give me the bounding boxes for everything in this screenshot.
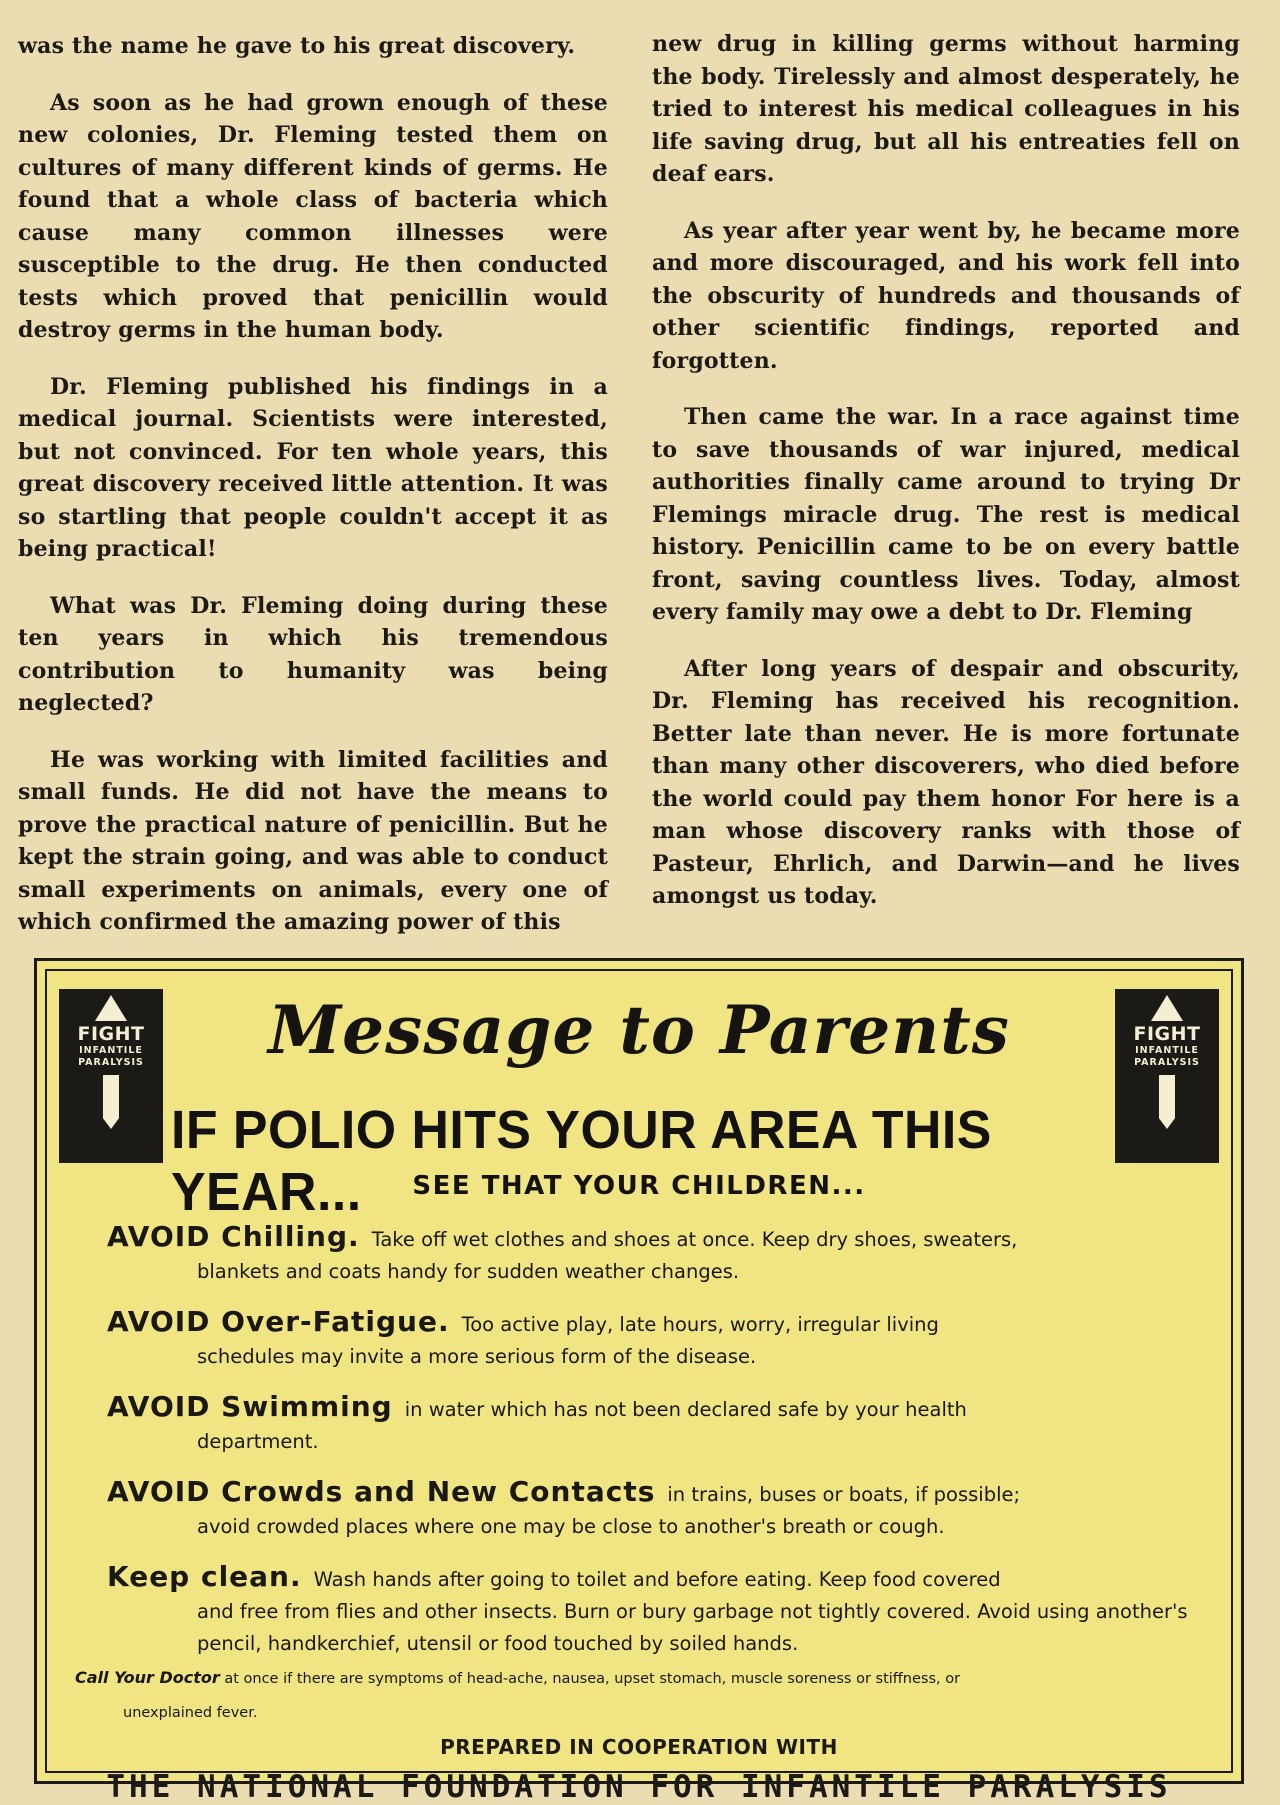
advice-continuation: schedules may invite a more serious form of the disease. — [197, 1345, 757, 1368]
prepared-credit: PREPARED IN COOPERATION WITH — [440, 1735, 838, 1759]
advice-continuation: and free from flies and other insects. Burn or bury garbage not tightly covered. Avoid using another's pencil, handkerchief, utensil or food touched by soiled hands. — [197, 1600, 1188, 1655]
advice-continuation: blankets and coats handy for sudden weather changes. — [197, 1260, 740, 1283]
emblem-line3: PARALYSIS — [1134, 1057, 1200, 1068]
article-left-column — [18, 30, 608, 963]
advice-continuation: avoid crowded places where one may be close to another's breath or cough. — [197, 1515, 945, 1538]
fight-infantile-paralysis-emblem — [59, 989, 163, 1163]
advice-lead: AVOID Chilling. — [107, 1220, 360, 1253]
ad-subheadline: SEE THAT YOUR CHILDREN... — [412, 1171, 866, 1201]
advice-item — [107, 1221, 1197, 1288]
advice-item — [107, 1476, 1197, 1543]
article-paragraph: As soon as he had grown enough of these new colonies, Dr. Fleming tested them on cultures of many different kinds of germs. He found that a whole class of bacteria which cause many common illnesses were susceptible to the drug. He then conducted tests which proved that penicillin would destroy germs in the human body. — [18, 89, 608, 343]
emblem-line2: INFANTILE — [79, 1045, 143, 1056]
article-paragraph: After long years of despair and obscurity, Dr. Fleming has received his recognition. Better late than never. He is more fortunate than many other discoverers, who died before the world could pay them honor For here is a man whose discovery ranks with those of Pasteur, Ehrlich, and Darwin—and he lives amongst us today. — [652, 655, 1240, 909]
advice-item — [107, 1561, 1197, 1660]
article-paragraph: As year after year went by, he became more and more discouraged, and his work fell into the obscurity of hundreds and thousands of other scientific findings, reported and forgotten. — [652, 217, 1240, 374]
article-columns — [18, 30, 1240, 963]
torch-flame-icon — [1151, 995, 1183, 1021]
article-paragraph: He was working with limited facilities and small funds. He did not have the means to prove the practical nature of penicillin. But he kept the strain going, and was able to conduct small experiments on animals, every one of which confirmed the amazing power of this — [18, 746, 608, 935]
advice-text: Too active play, late hours, worry, irregular living — [461, 1313, 939, 1336]
article-paragraph: Then came the war. In a race against time to save thousands of war injured, medical authorities finally came around to trying Dr Flemings miracle drug. The rest is medical history. Penicillin came to be on every battle front, saving countless lives. Today, almost every family may owe a debt to Dr. Fleming — [652, 404, 1240, 625]
emblem-line1: FIGHT — [77, 1023, 145, 1045]
call-doctor-lead: Call Your Doctor — [75, 1668, 220, 1687]
advice-lead: AVOID Crowds and New Contacts — [107, 1475, 656, 1508]
article-paragraph: was the name he gave to his great discovery. — [18, 33, 576, 59]
foundation-name: THE NATIONAL FOUNDATION FOR INFANTILE PARALYSIS — [106, 1769, 1172, 1805]
advice-item — [107, 1391, 1197, 1458]
article-paragraph: new drug in killing germs without harming the body. Tirelessly and almost desperately, he tried to interest his medical colleagues in his life saving drug, but all his entreaties fell on deaf ears. — [652, 31, 1240, 187]
torch-handle-icon — [103, 1075, 119, 1129]
fight-infantile-paralysis-emblem — [1115, 989, 1219, 1163]
advice-text: Take off wet clothes and shoes at once. Keep dry shoes, sweaters, — [371, 1228, 1018, 1251]
article-paragraph: What was Dr. Fleming doing during these ten years in which his tremendous contribution to humanity was being neglected? — [18, 592, 608, 716]
advice-text: in water which has not been declared safe by your health — [404, 1398, 967, 1421]
emblem-line3: PARALYSIS — [78, 1057, 144, 1068]
advice-lead: Keep clean. — [107, 1560, 302, 1593]
advice-continuation: department. — [197, 1430, 319, 1453]
advice-list — [107, 1221, 1197, 1678]
advice-text: Wash hands after going to toilet and before eating. Keep food covered — [313, 1568, 1001, 1591]
emblem-line2: INFANTILE — [1135, 1045, 1199, 1056]
call-doctor-text: at once if there are symptoms of head-ache, nausea, upset stomach, muscle soreness or stiffness, or — [224, 1671, 961, 1687]
torch-flame-icon — [95, 995, 127, 1021]
emblem-line1: FIGHT — [1133, 1023, 1201, 1045]
ad-inner-border — [45, 969, 1233, 1805]
torch-handle-icon — [1159, 1075, 1175, 1129]
call-doctor-note — [75, 1661, 1205, 1730]
advice-lead: AVOID Over-Fatigue. — [107, 1305, 450, 1338]
advice-text: in trains, buses or boats, if possible; — [667, 1483, 1021, 1506]
call-doctor-continuation: unexplained fever. — [123, 1705, 258, 1721]
advice-lead: AVOID Swimming — [107, 1390, 393, 1423]
advice-item — [107, 1306, 1197, 1373]
ad-title: Message to Parents — [268, 991, 1010, 1069]
polio-advertisement — [34, 958, 1244, 1805]
article-paragraph: Dr. Fleming published his findings in a medical journal. Scientists were interested, but not convinced. For ten whole years, this great discovery received little attention. It was so startling that people couldn't accept it as being practical! — [18, 373, 608, 562]
article-right-column — [652, 28, 1240, 963]
ad-headline: IF POLIO HITS YOUR AREA THIS YEAR... — [171, 1100, 992, 1222]
